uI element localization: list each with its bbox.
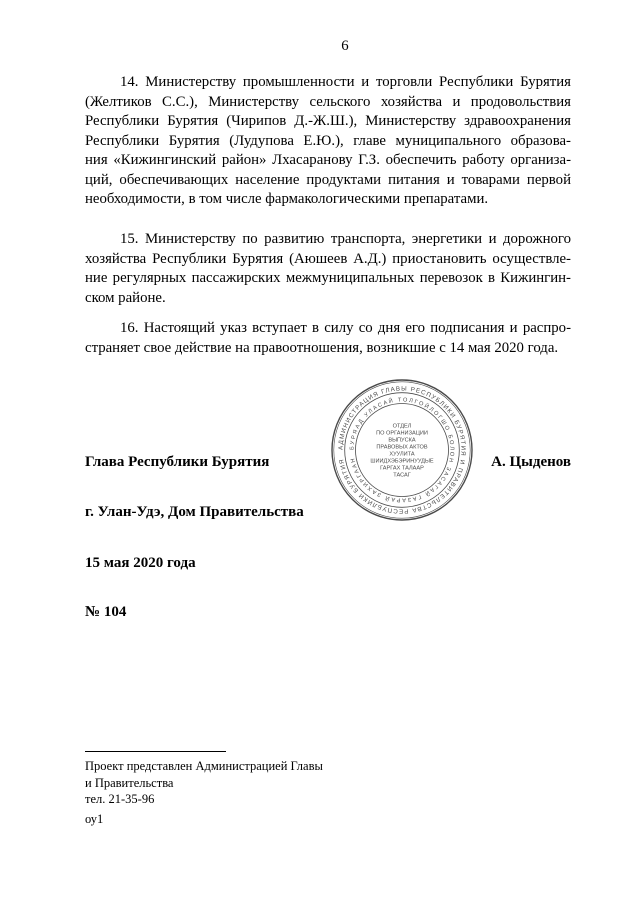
signatory-name: А. Цыденов xyxy=(491,454,571,470)
seal-center-line: ХУУЛИТА xyxy=(389,451,415,458)
footnote-line: тел. 21-35-96 xyxy=(85,792,155,806)
paragraph-line: (Желтиков С.С.), Министерству сельского хозяйства и продовольствия xyxy=(85,93,571,110)
paragraph-line: 15. Министерству по развитию транспорта, энергетики и дорожного xyxy=(120,231,571,247)
seal-center-line: ШИИДХЭБЭРИНУУДЫЕ xyxy=(370,458,434,465)
seal-center-line: ПРАВОВЫХ АКТОВ xyxy=(376,444,428,451)
seal-inner-ring-path-text: БУРЯАД УЛАСАЙ ТОЛГОЙЛОГШО БОЛОН ЗАСАГАЙ ГАЗАРАЙ ЗАХИРГААН xyxy=(349,397,455,503)
page-number: 6 xyxy=(341,38,349,54)
paragraph-line: страняет свое действие на правоотношения, возникшие с 14 мая 2020 года. xyxy=(85,339,559,356)
signatory-title: Глава Республики Бурятия xyxy=(85,454,270,470)
paragraph-line: необходимости, в том числе фармакологическими препаратами. xyxy=(85,191,489,207)
seal-center-line: ОТДЕЛ xyxy=(392,423,412,430)
document-code: оу1 xyxy=(85,812,104,826)
seal-center-line: ВЫПУСКА xyxy=(388,437,416,444)
decree-number: № 104 xyxy=(85,604,127,620)
paragraph-15 xyxy=(85,230,571,308)
footnote xyxy=(85,758,323,808)
seal-outer-ring-path-text: АДМИНИСТРАЦИЯ ГЛАВЫ РЕСПУБЛИКИ БУРЯТИЯ И ПРАВИТЕЛЬСТВА РЕСПУБЛИКИ БУРЯТИЯ xyxy=(337,385,467,515)
footnote-line: Проект представлен Администрацией Главы xyxy=(85,759,323,773)
paragraph-16 xyxy=(85,319,571,358)
paragraph-line: ние регулярных пассажирских межмуниципальных перевозок в Кижингин- xyxy=(85,270,571,286)
signing-place: г. Улан-Удэ, Дом Правительства xyxy=(85,504,304,520)
seal-center-line: ПО ОРГАНИЗАЦИИ xyxy=(376,430,428,437)
seal-center-line: ГАРГАХ ТАЛААР xyxy=(380,465,424,472)
paragraph-line: ций, обеспечивающих население продуктами питания и товарами первой xyxy=(85,171,571,188)
signing-date: 15 мая 2020 года xyxy=(85,555,196,571)
official-seal xyxy=(330,378,474,522)
footnote-divider xyxy=(85,751,226,752)
paragraph-line: Республики Бурятия (Чирипов Д.-Ж.Ш.), Министерству здравоохранения xyxy=(85,113,571,129)
paragraph-line: хозяйства Республики Бурятия (Аюшеев А.Д.) приостановить осуществле- xyxy=(85,250,571,267)
footnote-line: и Правительства xyxy=(85,775,174,790)
seal-center-line: ТАСАГ xyxy=(393,472,411,479)
paragraph-line: 14. Министерству промышленности и торговли Республики Бурятия xyxy=(120,74,571,90)
paragraph-14 xyxy=(85,73,571,210)
paragraph-line: ния «Кижингинский район» Лхасаранову Г.З. обеспечить работу организа- xyxy=(85,152,571,168)
paragraph-line: Республики Бурятия (Лудупова Е.Ю.), главе муниципального образова- xyxy=(85,132,571,149)
paragraph-line: ском районе. xyxy=(85,289,166,306)
paragraph-line: 16. Настоящий указ вступает в силу со дня его подписания и распро- xyxy=(120,320,571,336)
